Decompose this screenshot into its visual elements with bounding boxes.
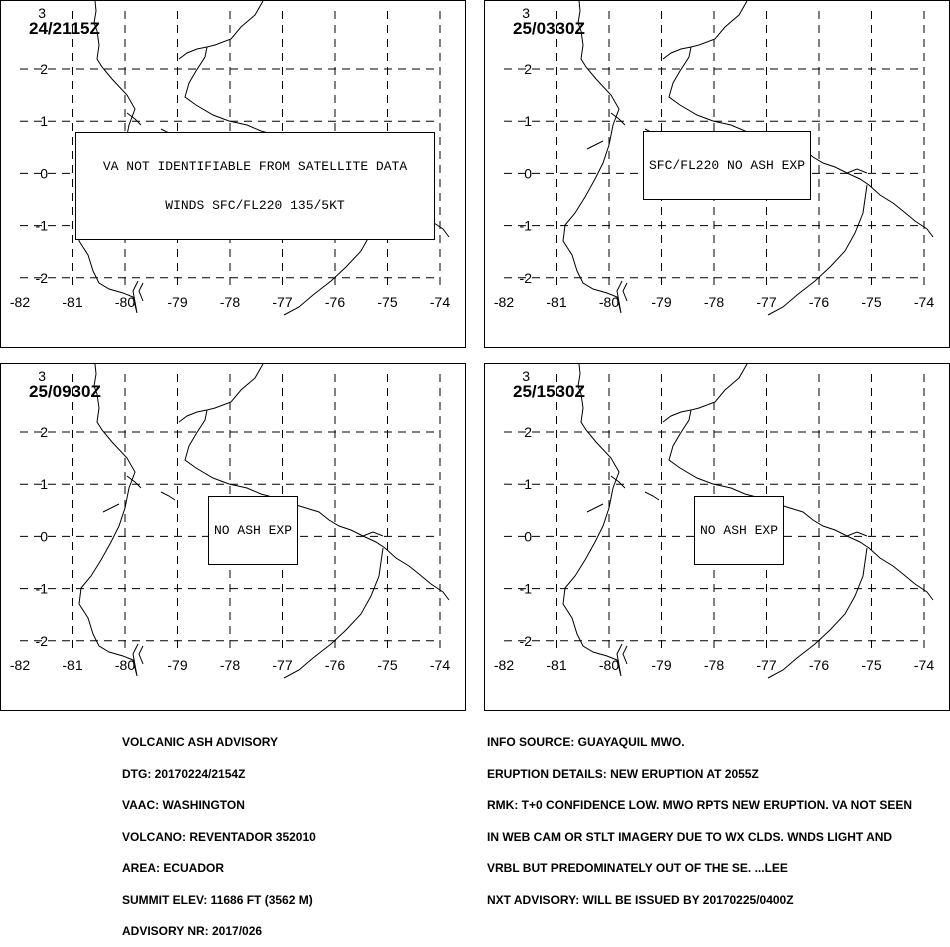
advisory-area: AREA: ECUADOR — [122, 861, 224, 875]
lon-tick-label: -81 — [62, 294, 83, 310]
lon-tick-label: -79 — [167, 657, 188, 673]
lon-tick-label: -77 — [756, 657, 777, 673]
coast-detail — [587, 141, 603, 149]
lon-tick-label: -75 — [861, 657, 882, 673]
lat-tick-label: 1 — [40, 113, 48, 130]
lat-tick-label: -2 — [519, 269, 532, 286]
lon-tick-label: -75 — [377, 294, 398, 310]
map-panel-1 — [0, 0, 466, 348]
lat-tick-label: 0 — [40, 165, 48, 182]
lon-tick-label: -76 — [808, 294, 830, 310]
lon-tick-label: -74 — [913, 657, 935, 673]
advisory-volcano: VOLCANO: REVENTADOR 352010 — [122, 829, 316, 844]
lon-tick-label: -78 — [703, 657, 725, 673]
coast-detail — [161, 492, 175, 500]
note-line-1: NO ASH EXP — [214, 523, 293, 538]
lon-tick-label: -79 — [167, 294, 188, 310]
lat-tick-label: 2 — [40, 424, 48, 440]
lon-tick-label: -81 — [546, 657, 567, 673]
lon-tick-label: -80 — [598, 294, 620, 310]
panel-note — [694, 496, 784, 565]
coast-detail — [611, 113, 625, 125]
coast-detail — [663, 410, 691, 422]
advisory-info-left — [122, 716, 316, 947]
lon-tick-label: -81 — [62, 657, 83, 673]
advisory-remark-2: IN WEB CAM OR STLT IMAGERY DUE TO WX CLDS. WNDS LIGHT AND — [487, 829, 893, 844]
coast-detail — [847, 532, 867, 536]
panel-note — [208, 496, 298, 565]
lat-tick-label: 2 — [524, 61, 532, 77]
lon-tick-label: -80 — [598, 657, 620, 673]
lat-tick-label: -1 — [35, 217, 48, 234]
panel-time: 25/1530Z — [513, 382, 585, 401]
note-line-2: WINDS SFC/FL220 135/5KT — [165, 198, 345, 213]
coastline — [563, 364, 622, 676]
lat-tick-label: 3 — [38, 5, 46, 21]
coast-detail — [127, 476, 141, 488]
lon-tick-label: -82 — [9, 294, 31, 310]
advisory-dtg: DTG: 20170224/2154Z — [122, 766, 246, 781]
lon-tick-label: -77 — [756, 294, 777, 310]
map-panel-2 — [484, 0, 950, 348]
advisory-vaac: VAAC: WASHINGTON — [122, 798, 245, 812]
advisory-info-right — [487, 716, 912, 916]
lat-tick-label: 1 — [40, 476, 48, 493]
advisory-summit-elev: SUMMIT ELEV: 11686 FT (3562 M) — [122, 892, 313, 907]
panel-note — [643, 131, 811, 200]
lon-tick-label: -77 — [272, 657, 293, 673]
lon-tick-label: -80 — [114, 657, 136, 673]
advisory-info-source: INFO SOURCE: GUAYAQUIL MWO. — [487, 735, 685, 749]
map-panel-3 — [0, 363, 466, 711]
coastline — [563, 1, 622, 313]
lon-tick-label: -76 — [324, 657, 346, 673]
lon-tick-label: -75 — [861, 294, 882, 310]
coast-detail — [587, 504, 603, 512]
panel-note — [75, 132, 435, 240]
note-line-1: SFC/FL220 NO ASH EXP — [649, 158, 806, 173]
advisory-eruption-details: ERUPTION DETAILS: NEW ERUPTION AT 2055Z — [487, 766, 759, 781]
map-panel-4 — [484, 363, 950, 711]
coast-detail — [847, 169, 867, 173]
lon-tick-label: -82 — [493, 657, 515, 673]
lon-tick-label: -79 — [651, 294, 672, 310]
lon-tick-label: -80 — [114, 294, 136, 310]
lat-tick-label: 1 — [524, 476, 532, 493]
lon-tick-label: -74 — [429, 294, 451, 310]
lon-tick-label: -76 — [808, 657, 830, 673]
lat-tick-label: 3 — [38, 368, 46, 384]
panel-time: 24/2115Z — [29, 19, 100, 38]
lon-tick-label: -78 — [219, 657, 241, 673]
coast-detail — [127, 113, 141, 125]
coast-detail — [663, 47, 691, 59]
lat-tick-label: -1 — [35, 580, 48, 597]
coast-detail — [363, 532, 383, 536]
lat-tick-label: 0 — [40, 528, 48, 545]
lon-tick-label: -78 — [703, 294, 725, 310]
coastline — [79, 364, 138, 676]
lat-tick-label: -2 — [35, 269, 48, 286]
panel-time: 25/0930Z — [29, 382, 101, 401]
lon-tick-label: -79 — [651, 657, 672, 673]
coast-detail — [179, 47, 207, 59]
lat-tick-label: 3 — [522, 5, 530, 21]
lon-tick-label: -75 — [377, 657, 398, 673]
lat-tick-label: -1 — [519, 217, 532, 234]
coast-detail — [611, 476, 625, 488]
coast-detail — [645, 492, 659, 500]
lat-tick-label: 1 — [524, 113, 532, 130]
note-line-1: NO ASH EXP — [700, 523, 779, 538]
coast-detail — [623, 646, 627, 664]
lon-tick-label: -82 — [9, 657, 31, 673]
lat-tick-label: 2 — [40, 61, 48, 77]
lat-tick-label: 3 — [522, 368, 530, 384]
lat-tick-label: -1 — [519, 580, 532, 597]
lon-tick-label: -77 — [272, 294, 293, 310]
lat-tick-label: 2 — [524, 424, 532, 440]
panel-time: 25/0330Z — [513, 19, 585, 38]
coast-detail — [179, 410, 207, 422]
advisory-remark-1: RMK: T+0 CONFIDENCE LOW. MWO RPTS NEW ERUPTION. VA NOT SEEN — [487, 798, 913, 812]
advisory-number: ADVISORY NR: 2017/026 — [122, 924, 263, 938]
advisory-title: VOLCANIC ASH ADVISORY — [122, 735, 279, 749]
lon-tick-label: -78 — [219, 294, 241, 310]
lat-tick-label: -2 — [35, 632, 48, 649]
advisory-remark-3: VRBL BUT PREDOMINATELY OUT OF THE SE. ...LEE — [487, 861, 788, 875]
lon-tick-label: -74 — [429, 657, 451, 673]
coast-detail — [139, 283, 143, 301]
border-north — [669, 1, 933, 237]
lat-tick-label: 0 — [524, 528, 532, 545]
lon-tick-label: -82 — [493, 294, 515, 310]
lon-tick-label: -74 — [913, 294, 935, 310]
lon-tick-label: -81 — [546, 294, 567, 310]
note-line-1: VA NOT IDENTIFIABLE FROM SATELLITE DATA — [102, 159, 408, 174]
lon-tick-label: -76 — [324, 294, 346, 310]
coast-detail — [139, 646, 143, 664]
lat-tick-label: -2 — [519, 632, 532, 649]
coast-detail — [623, 283, 627, 301]
coast-detail — [103, 504, 119, 512]
lat-tick-label: 0 — [524, 165, 532, 182]
advisory-next: NXT ADVISORY: WILL BE ISSUED BY 20170225/0400Z — [487, 892, 794, 907]
